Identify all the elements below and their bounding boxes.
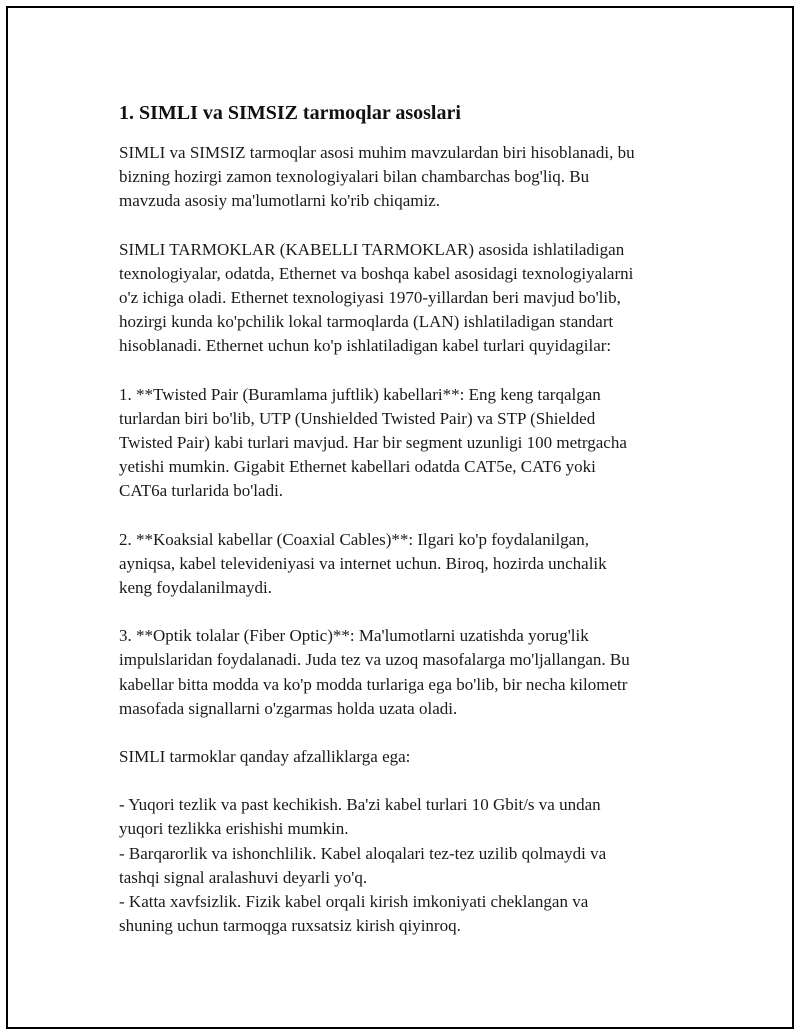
- paragraph-spacer: [119, 600, 689, 624]
- paragraph-spacer: [119, 721, 689, 745]
- fiber-optic-paragraph: 3. **Optik tolalar (Fiber Optic)**: Ma'lumotlarni uzatishda yorug'lik impulslaridan foydalanadi. Juda tez va uzoq masofalarga mo'ljallangan. Bu kabellar bitta modda va ko'p modda turlariga ega bo'lib, bir necha kilometr masofada signallarni o'zgarmas holda uzata oladi.: [119, 626, 630, 718]
- advantages-heading-paragraph: SIMLI tarmoklar qanday afzalliklarga ega:: [119, 747, 411, 767]
- page-frame: [6, 6, 794, 1029]
- intro-paragraph: SIMLI va SIMSIZ tarmoqlar asosi muhim mavzulardan biri hisoblanadi, bu bizning hozirgi zamon texnologiyalari bilan chambarchas bog'liq. Bu mavzuda asosiy ma'lumotlarni ko'rib chiqamiz.: [119, 143, 635, 211]
- coaxial-paragraph: 2. **Koaksial kabellar (Coaxial Cables)**: Ilgari ko'p foydalanilgan, ayniqsa, kabel televideniyasi va internet uchun. Biroq, hozirda unchalik keng foydalanilmaydi.: [119, 529, 607, 598]
- twisted-pair-paragraph: 1. **Twisted Pair (Buramlama juftlik) kabellari**: Eng keng tarqalgan turlardan biri bo'lib, UTP (Unshielded Twisted Pair) va STP (Shielded Twisted Pair) kabi turlari mavjud. Har bir segment uzunligi 100 metrgacha yetishi mumkin. Gigabit Ethernet kabellari odatda CAT5e, CAT6 yoki CAT6a turlarida bo'ladi.: [119, 384, 627, 501]
- document-body: [119, 101, 689, 938]
- paragraph-spacer: [119, 359, 689, 383]
- paragraph-spacer: [119, 769, 689, 793]
- wired-networks-paragraph: SIMLI TARMOKLAR (KABELLI TARMOKLAR) asosida ishlatiladigan texnologiyalar, odatda, Ethernet va boshqa kabel asosidagi texnologiyalarni o'z ichiga oladi. Ethernet texnologiyasi 1970-yillardan beri mavjud bo'lib, hozirgi kunda ko'pchilik lokal tarmoqlarda (LAN) ishlatiladigan standart hisoblanadi. Ethernet uchun ko'p ishlatiladigan kabel turlari quyidagilar:: [119, 239, 634, 356]
- advantages-list: - Yuqori tezlik va past kechikish. Ba'zi kabel turlari 10 Gbit/s va undan yuqori tezlikka erishishi mumkin. - Barqarorlik va ishonchlilik. Kabel aloqalari tez-tez uzilib qolmaydi va tashqi signal aralashuvi deyarli yo'q. - Katta xavfsizlik. Fizik kabel orqali kirish imkoniyati cheklangan va shuning uchun tarmoqga ruxsatsiz kirish qiyinroq.: [119, 795, 607, 936]
- section-title: 1. SIMLI va SIMSIZ tarmoqlar asoslari: [119, 102, 461, 124]
- paragraph-spacer: [119, 214, 689, 238]
- paragraph-spacer: [119, 504, 689, 528]
